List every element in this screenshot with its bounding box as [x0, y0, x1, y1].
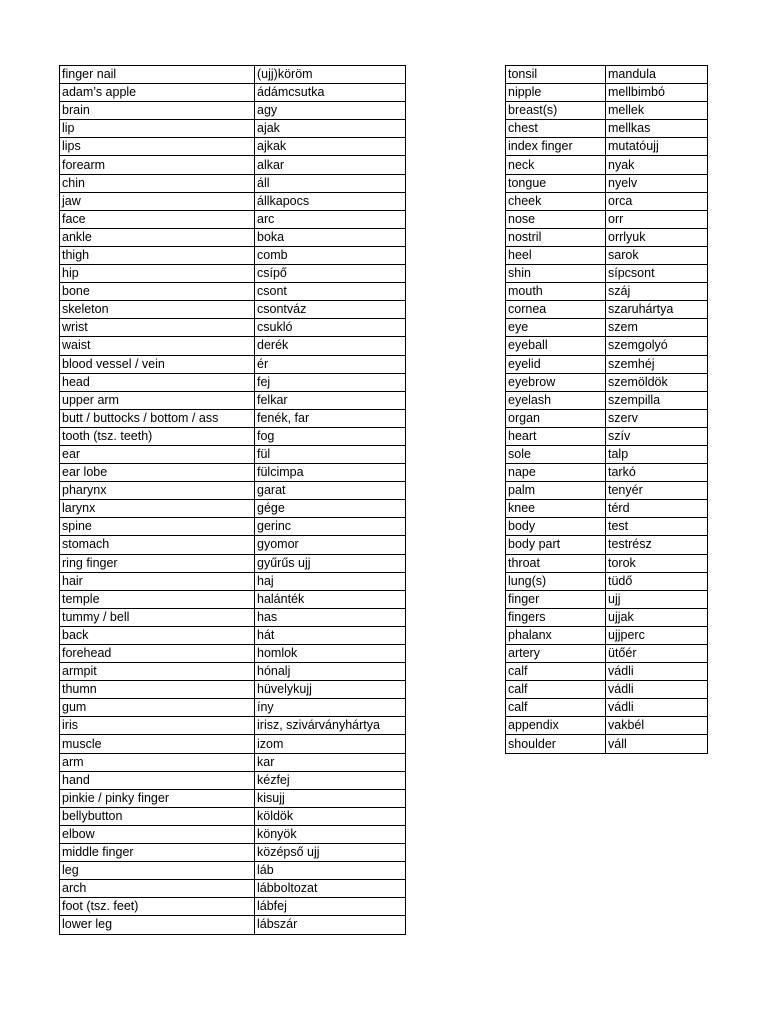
- hungarian-term-cell: ádámcsutka: [255, 84, 406, 102]
- hungarian-term-cell: gyűrűs ujj: [255, 554, 406, 572]
- table-row: [506, 66, 708, 84]
- table-row: [60, 807, 406, 825]
- english-term-cell: finger: [506, 590, 606, 608]
- table-row: [60, 825, 406, 843]
- table-row: [60, 862, 406, 880]
- english-term-cell: appendix: [506, 717, 606, 735]
- table-row: [506, 518, 708, 536]
- english-term-cell: gum: [60, 699, 255, 717]
- table-row: [506, 138, 708, 156]
- table-row: [506, 681, 708, 699]
- hungarian-term-cell: mellbimbó: [606, 84, 708, 102]
- hungarian-term-cell: vádli: [606, 699, 708, 717]
- hungarian-term-cell: hát: [255, 626, 406, 644]
- table-row: [60, 409, 406, 427]
- vocabulary-table-left: [59, 65, 406, 935]
- english-term-cell: jaw: [60, 192, 255, 210]
- table-row: [506, 192, 708, 210]
- english-term-cell: armpit: [60, 663, 255, 681]
- table-row: [506, 373, 708, 391]
- table-row: [60, 482, 406, 500]
- english-term-cell: iris: [60, 717, 255, 735]
- vocabulary-table-right-body: [506, 66, 708, 754]
- table-row: [506, 246, 708, 264]
- table-row: [60, 102, 406, 120]
- hungarian-term-cell: csukló: [255, 319, 406, 337]
- english-term-cell: palm: [506, 482, 606, 500]
- hungarian-term-cell: alkar: [255, 156, 406, 174]
- hungarian-term-cell: kézfej: [255, 771, 406, 789]
- table-row: [506, 645, 708, 663]
- english-term-cell: eye: [506, 319, 606, 337]
- table-row: [60, 645, 406, 663]
- english-term-cell: ear lobe: [60, 464, 255, 482]
- hungarian-term-cell: ujjperc: [606, 626, 708, 644]
- table-row: [60, 445, 406, 463]
- table-row: [506, 554, 708, 572]
- table-row: [506, 464, 708, 482]
- english-term-cell: hand: [60, 771, 255, 789]
- hungarian-term-cell: homlok: [255, 645, 406, 663]
- hungarian-term-cell: gége: [255, 500, 406, 518]
- table-row: [60, 771, 406, 789]
- hungarian-term-cell: csont: [255, 283, 406, 301]
- table-row: [60, 608, 406, 626]
- hungarian-term-cell: orrlyuk: [606, 228, 708, 246]
- english-term-cell: artery: [506, 645, 606, 663]
- hungarian-term-cell: arc: [255, 210, 406, 228]
- english-term-cell: body part: [506, 536, 606, 554]
- english-term-cell: back: [60, 626, 255, 644]
- english-term-cell: calf: [506, 663, 606, 681]
- hungarian-term-cell: gyomor: [255, 536, 406, 554]
- hungarian-term-cell: ér: [255, 355, 406, 373]
- english-term-cell: blood vessel / vein: [60, 355, 255, 373]
- table-row: [60, 590, 406, 608]
- hungarian-term-cell: tenyér: [606, 482, 708, 500]
- table-row: [506, 536, 708, 554]
- table-row: [60, 916, 406, 934]
- english-term-cell: eyelash: [506, 391, 606, 409]
- table-row: [60, 699, 406, 717]
- english-term-cell: body: [506, 518, 606, 536]
- hungarian-term-cell: állkapocs: [255, 192, 406, 210]
- hungarian-term-cell: íny: [255, 699, 406, 717]
- table-row: [60, 373, 406, 391]
- english-term-cell: thumn: [60, 681, 255, 699]
- table-row: [506, 355, 708, 373]
- hungarian-term-cell: hüvelykujj: [255, 681, 406, 699]
- hungarian-term-cell: ujjak: [606, 608, 708, 626]
- table-row: [60, 246, 406, 264]
- table-row: [60, 735, 406, 753]
- english-term-cell: finger nail: [60, 66, 255, 84]
- hungarian-term-cell: test: [606, 518, 708, 536]
- english-term-cell: forehead: [60, 645, 255, 663]
- table-row: [506, 699, 708, 717]
- english-term-cell: lip: [60, 120, 255, 138]
- hungarian-term-cell: szemöldök: [606, 373, 708, 391]
- table-row: [506, 283, 708, 301]
- english-term-cell: eyeball: [506, 337, 606, 355]
- table-row: [506, 174, 708, 192]
- table-row: [60, 283, 406, 301]
- english-term-cell: leg: [60, 862, 255, 880]
- english-term-cell: nose: [506, 210, 606, 228]
- table-row: [60, 753, 406, 771]
- english-term-cell: tonsil: [506, 66, 606, 84]
- english-term-cell: cheek: [506, 192, 606, 210]
- table-row: [506, 608, 708, 626]
- table-row: [506, 735, 708, 753]
- table-row: [506, 84, 708, 102]
- hungarian-term-cell: ajkak: [255, 138, 406, 156]
- english-term-cell: brain: [60, 102, 255, 120]
- english-term-cell: hair: [60, 572, 255, 590]
- hungarian-term-cell: száj: [606, 283, 708, 301]
- english-term-cell: sole: [506, 445, 606, 463]
- table-row: [60, 844, 406, 862]
- hungarian-term-cell: fog: [255, 427, 406, 445]
- hungarian-term-cell: felkar: [255, 391, 406, 409]
- table-row: [506, 265, 708, 283]
- vocabulary-table-right: [505, 65, 708, 754]
- hungarian-term-cell: szerv: [606, 409, 708, 427]
- table-row: [506, 102, 708, 120]
- table-row: [506, 572, 708, 590]
- table-row: [506, 427, 708, 445]
- hungarian-term-cell: garat: [255, 482, 406, 500]
- english-term-cell: heart: [506, 427, 606, 445]
- hungarian-term-cell: orca: [606, 192, 708, 210]
- hungarian-term-cell: haj: [255, 572, 406, 590]
- english-term-cell: muscle: [60, 735, 255, 753]
- english-term-cell: organ: [506, 409, 606, 427]
- table-row: [60, 156, 406, 174]
- english-term-cell: larynx: [60, 500, 255, 518]
- table-row: [60, 337, 406, 355]
- hungarian-term-cell: mellek: [606, 102, 708, 120]
- english-term-cell: foot (tsz. feet): [60, 898, 255, 916]
- english-term-cell: upper arm: [60, 391, 255, 409]
- table-row: [506, 626, 708, 644]
- table-row: [506, 120, 708, 138]
- hungarian-term-cell: ütőér: [606, 645, 708, 663]
- table-row: [60, 789, 406, 807]
- english-term-cell: throat: [506, 554, 606, 572]
- english-term-cell: face: [60, 210, 255, 228]
- hungarian-term-cell: szemhéj: [606, 355, 708, 373]
- english-term-cell: thigh: [60, 246, 255, 264]
- english-term-cell: bellybutton: [60, 807, 255, 825]
- english-term-cell: elbow: [60, 825, 255, 843]
- table-row: [506, 319, 708, 337]
- hungarian-term-cell: lábfej: [255, 898, 406, 916]
- english-term-cell: temple: [60, 590, 255, 608]
- hungarian-term-cell: lábszár: [255, 916, 406, 934]
- table-row: [506, 445, 708, 463]
- english-term-cell: ear: [60, 445, 255, 463]
- english-term-cell: nostril: [506, 228, 606, 246]
- table-row: [60, 174, 406, 192]
- table-row: [506, 337, 708, 355]
- hungarian-term-cell: ajak: [255, 120, 406, 138]
- english-term-cell: cornea: [506, 301, 606, 319]
- table-row: [506, 391, 708, 409]
- english-term-cell: waist: [60, 337, 255, 355]
- table-row: [506, 156, 708, 174]
- english-term-cell: breast(s): [506, 102, 606, 120]
- hungarian-term-cell: fenék, far: [255, 409, 406, 427]
- hungarian-term-cell: köldök: [255, 807, 406, 825]
- hungarian-term-cell: könyök: [255, 825, 406, 843]
- table-row: [506, 409, 708, 427]
- hungarian-term-cell: fül: [255, 445, 406, 463]
- table-row: [60, 228, 406, 246]
- english-term-cell: calf: [506, 699, 606, 717]
- hungarian-term-cell: középső ujj: [255, 844, 406, 862]
- hungarian-term-cell: hónalj: [255, 663, 406, 681]
- table-row: [506, 228, 708, 246]
- table-row: [60, 663, 406, 681]
- english-term-cell: arch: [60, 880, 255, 898]
- english-term-cell: middle finger: [60, 844, 255, 862]
- hungarian-term-cell: talp: [606, 445, 708, 463]
- hungarian-term-cell: ujj: [606, 590, 708, 608]
- table-row: [60, 391, 406, 409]
- hungarian-term-cell: szaruhártya: [606, 301, 708, 319]
- hungarian-term-cell: izom: [255, 735, 406, 753]
- hungarian-term-cell: (ujj)köröm: [255, 66, 406, 84]
- english-term-cell: head: [60, 373, 255, 391]
- table-row: [60, 301, 406, 319]
- hungarian-term-cell: derék: [255, 337, 406, 355]
- table-row: [506, 210, 708, 228]
- hungarian-term-cell: boka: [255, 228, 406, 246]
- hungarian-term-cell: nyak: [606, 156, 708, 174]
- table-row: [506, 301, 708, 319]
- english-term-cell: heel: [506, 246, 606, 264]
- hungarian-term-cell: szempilla: [606, 391, 708, 409]
- table-row: [60, 554, 406, 572]
- english-term-cell: nipple: [506, 84, 606, 102]
- english-term-cell: lower leg: [60, 916, 255, 934]
- english-term-cell: phalanx: [506, 626, 606, 644]
- hungarian-term-cell: láb: [255, 862, 406, 880]
- hungarian-term-cell: comb: [255, 246, 406, 264]
- english-term-cell: eyebrow: [506, 373, 606, 391]
- hungarian-term-cell: fülcimpa: [255, 464, 406, 482]
- hungarian-term-cell: szem: [606, 319, 708, 337]
- table-row: [60, 427, 406, 445]
- table-row: [60, 464, 406, 482]
- english-term-cell: forearm: [60, 156, 255, 174]
- table-row: [60, 120, 406, 138]
- english-term-cell: mouth: [506, 283, 606, 301]
- hungarian-term-cell: mandula: [606, 66, 708, 84]
- table-row: [60, 681, 406, 699]
- table-row: [506, 500, 708, 518]
- english-term-cell: adam’s apple: [60, 84, 255, 102]
- english-term-cell: pharynx: [60, 482, 255, 500]
- hungarian-term-cell: sarok: [606, 246, 708, 264]
- english-term-cell: stomach: [60, 536, 255, 554]
- hungarian-term-cell: tüdő: [606, 572, 708, 590]
- english-term-cell: eyelid: [506, 355, 606, 373]
- english-term-cell: shin: [506, 265, 606, 283]
- english-term-cell: hip: [60, 265, 255, 283]
- table-row: [506, 482, 708, 500]
- english-term-cell: lips: [60, 138, 255, 156]
- english-term-cell: ankle: [60, 228, 255, 246]
- hungarian-term-cell: vakbél: [606, 717, 708, 735]
- hungarian-term-cell: kisujj: [255, 789, 406, 807]
- hungarian-term-cell: halánték: [255, 590, 406, 608]
- hungarian-term-cell: áll: [255, 174, 406, 192]
- english-term-cell: pinkie / pinky finger: [60, 789, 255, 807]
- hungarian-term-cell: vádli: [606, 663, 708, 681]
- hungarian-term-cell: irisz, szivárványhártya: [255, 717, 406, 735]
- table-row: [60, 536, 406, 554]
- hungarian-term-cell: szemgolyó: [606, 337, 708, 355]
- english-term-cell: index finger: [506, 138, 606, 156]
- hungarian-term-cell: mellkas: [606, 120, 708, 138]
- hungarian-term-cell: mutatóujj: [606, 138, 708, 156]
- english-term-cell: nape: [506, 464, 606, 482]
- hungarian-term-cell: térd: [606, 500, 708, 518]
- english-term-cell: shoulder: [506, 735, 606, 753]
- english-term-cell: butt / buttocks / bottom / ass: [60, 409, 255, 427]
- hungarian-term-cell: kar: [255, 753, 406, 771]
- hungarian-term-cell: gerinc: [255, 518, 406, 536]
- table-row: [60, 500, 406, 518]
- english-term-cell: tongue: [506, 174, 606, 192]
- english-term-cell: skeleton: [60, 301, 255, 319]
- english-term-cell: fingers: [506, 608, 606, 626]
- table-row: [60, 84, 406, 102]
- hungarian-term-cell: vádli: [606, 681, 708, 699]
- hungarian-term-cell: lábboltozat: [255, 880, 406, 898]
- table-row: [506, 663, 708, 681]
- table-row: [60, 355, 406, 373]
- table-row: [60, 210, 406, 228]
- hungarian-term-cell: torok: [606, 554, 708, 572]
- english-term-cell: bone: [60, 283, 255, 301]
- english-term-cell: lung(s): [506, 572, 606, 590]
- hungarian-term-cell: nyelv: [606, 174, 708, 192]
- hungarian-term-cell: csípő: [255, 265, 406, 283]
- english-term-cell: tooth (tsz. teeth): [60, 427, 255, 445]
- table-row: [60, 265, 406, 283]
- hungarian-term-cell: csontváz: [255, 301, 406, 319]
- english-term-cell: wrist: [60, 319, 255, 337]
- table-row: [60, 138, 406, 156]
- english-term-cell: spine: [60, 518, 255, 536]
- table-row: [60, 572, 406, 590]
- table-row: [60, 880, 406, 898]
- english-term-cell: tummy / bell: [60, 608, 255, 626]
- hungarian-term-cell: váll: [606, 735, 708, 753]
- table-row: [60, 898, 406, 916]
- table-row: [60, 319, 406, 337]
- table-row: [60, 717, 406, 735]
- hungarian-term-cell: testrész: [606, 536, 708, 554]
- english-term-cell: knee: [506, 500, 606, 518]
- table-row: [60, 626, 406, 644]
- vocabulary-table-left-body: [60, 66, 406, 935]
- english-term-cell: arm: [60, 753, 255, 771]
- table-row: [60, 518, 406, 536]
- hungarian-term-cell: has: [255, 608, 406, 626]
- table-row: [506, 717, 708, 735]
- english-term-cell: ring finger: [60, 554, 255, 572]
- hungarian-term-cell: agy: [255, 102, 406, 120]
- hungarian-term-cell: tarkó: [606, 464, 708, 482]
- hungarian-term-cell: sípcsont: [606, 265, 708, 283]
- english-term-cell: chin: [60, 174, 255, 192]
- english-term-cell: calf: [506, 681, 606, 699]
- hungarian-term-cell: orr: [606, 210, 708, 228]
- hungarian-term-cell: szív: [606, 427, 708, 445]
- table-row: [60, 192, 406, 210]
- table-row: [506, 590, 708, 608]
- english-term-cell: neck: [506, 156, 606, 174]
- table-row: [60, 66, 406, 84]
- english-term-cell: chest: [506, 120, 606, 138]
- hungarian-term-cell: fej: [255, 373, 406, 391]
